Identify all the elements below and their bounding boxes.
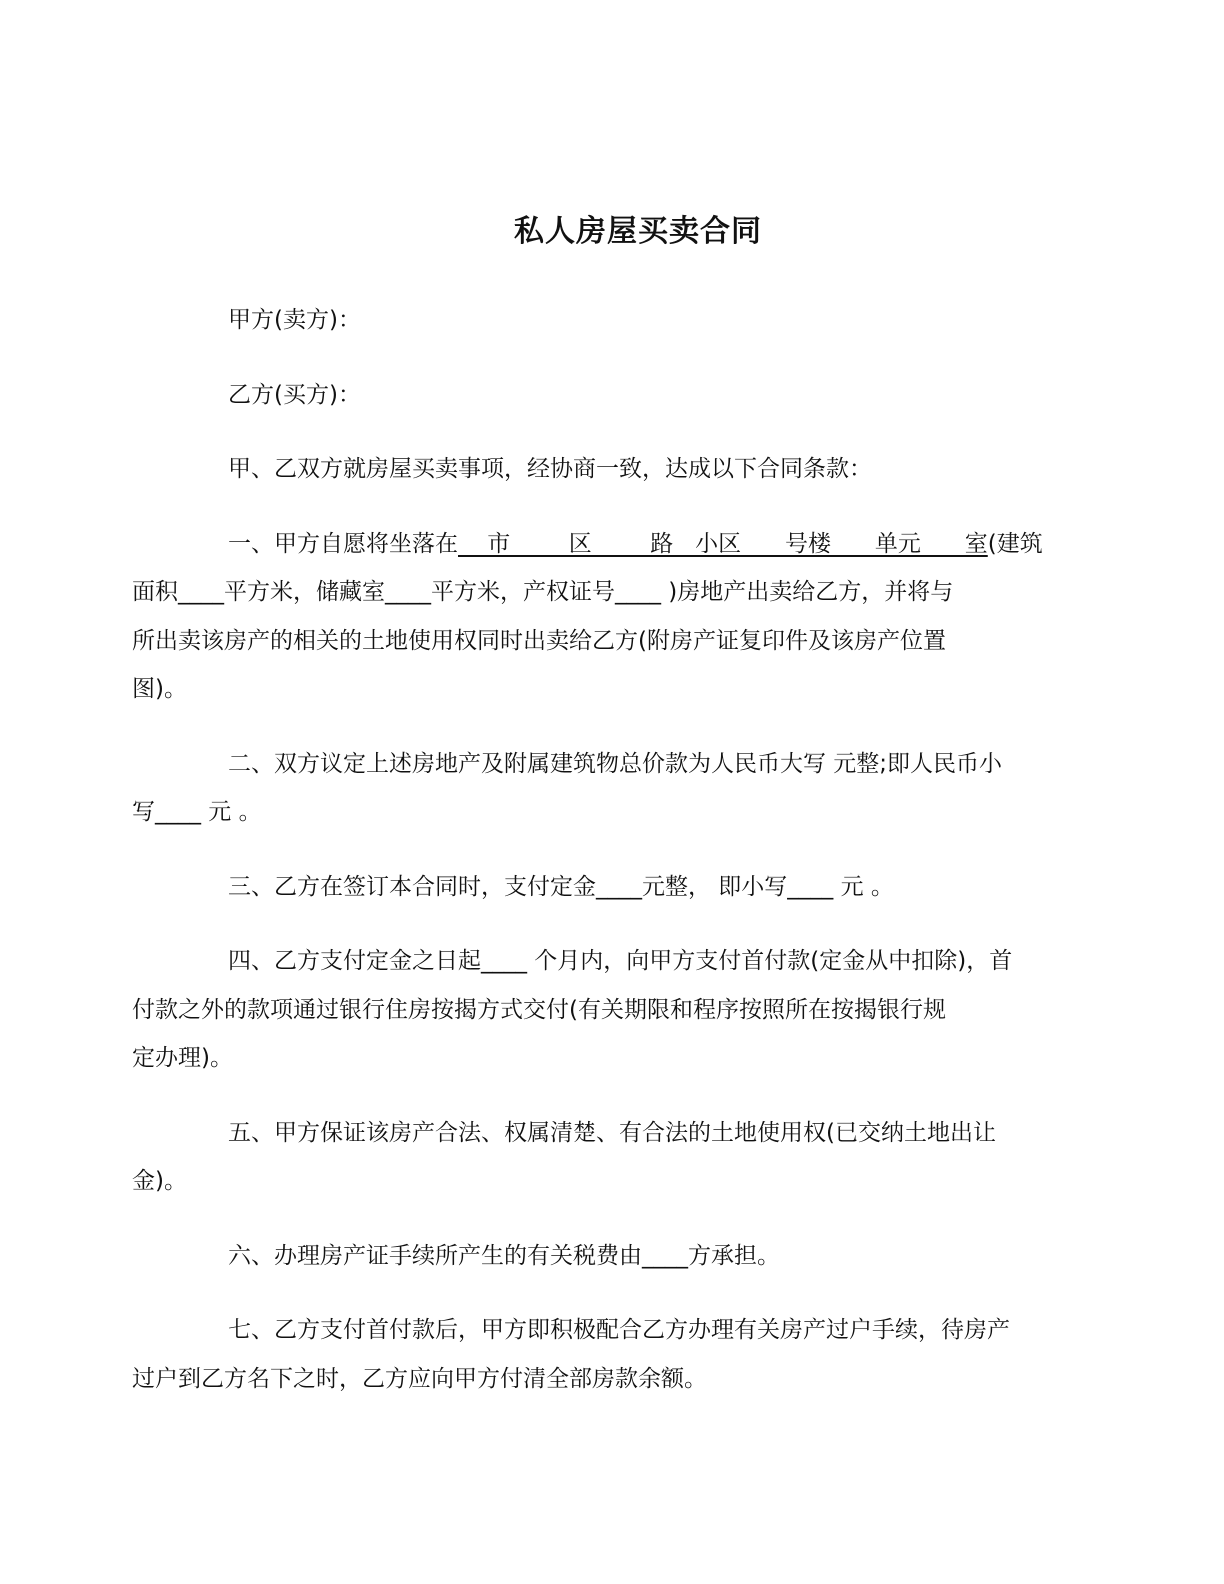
clause-4-line-3: 定办理)。 [132, 1045, 233, 1071]
clause-7-line-2: 过户到乙方名下之时，乙方应向甲方付清全部房款余额。 [132, 1365, 707, 1392]
clause-6 [180, 1232, 1036, 1281]
document-title: 私人房屋买卖合同 [514, 214, 762, 249]
document-body [132, 296, 1043, 1429]
clause-3 [180, 863, 1036, 912]
party-a-line [180, 296, 1036, 345]
clause-1-line-4: 图)。 [132, 676, 187, 702]
clause-5-line-2: 金)。 [132, 1168, 187, 1194]
clause-7-line-1: 七、乙方支付首付款后，甲方即积极配合乙方办理有关房产过户手续，待房产 [228, 1317, 1010, 1343]
clause-2-line-1: 二、双方议定上述房地产及附属建筑物总价款为人民币大写 元整;即人民币小 [228, 750, 1003, 777]
clause-1-prefix: 一、甲方自愿将坐落在 [228, 530, 458, 557]
clause-1-line-3: 所出卖该房产的相关的土地使用权同时出卖给乙方(附房产证复印件及该房产位置 [132, 627, 946, 654]
clause-1-line-1 [180, 520, 1043, 569]
party-a-label: 甲方(卖方)： [228, 307, 361, 333]
clause-2 [132, 740, 1036, 837]
clause-5 [132, 1109, 1036, 1206]
clause-7 [132, 1306, 1036, 1403]
party-b-line [180, 371, 1036, 420]
clause-3-line-1: 三、乙方在签订本合同时，支付定金____元整， 即小写____ 元 。 [228, 873, 894, 900]
clause-6-line-1: 六、办理房产证手续所产生的有关税费由____方承担。 [228, 1242, 780, 1269]
clause-2-line-2: 写____ 元 。 [132, 799, 262, 825]
party-b-label: 乙方(买方)： [228, 381, 361, 408]
clause-4-line-2: 付款之外的款项通过银行住房按揭方式交付(有关期限和程序按照所在按揭银行规 [132, 996, 946, 1023]
clause-4-line-1: 四、乙方支付定金之日起____ 个月内，向甲方支付首付款(定金从中扣除)，首 [228, 948, 1013, 974]
intro-paragraph [180, 445, 1036, 494]
clause-1 [132, 520, 1043, 714]
clause-1-line-2: 面积____平方米，储藏室____平方米，产权证号____ )房地产出卖给乙方，并将与 [132, 579, 954, 605]
clause-4 [132, 937, 1036, 1083]
intro-text: 甲、乙双方就房屋买卖事项，经协商一致，达成以下合同条款： [228, 456, 872, 482]
clause-1-suffix: (建筑 [987, 530, 1043, 557]
clause-5-line-1: 五、甲方保证该房产合法、权属清楚、有合法的土地使用权(已交纳土地出让 [228, 1119, 996, 1146]
clause-1-address-blank: 市 区 路 小区 号楼 单元 室 [458, 530, 988, 557]
